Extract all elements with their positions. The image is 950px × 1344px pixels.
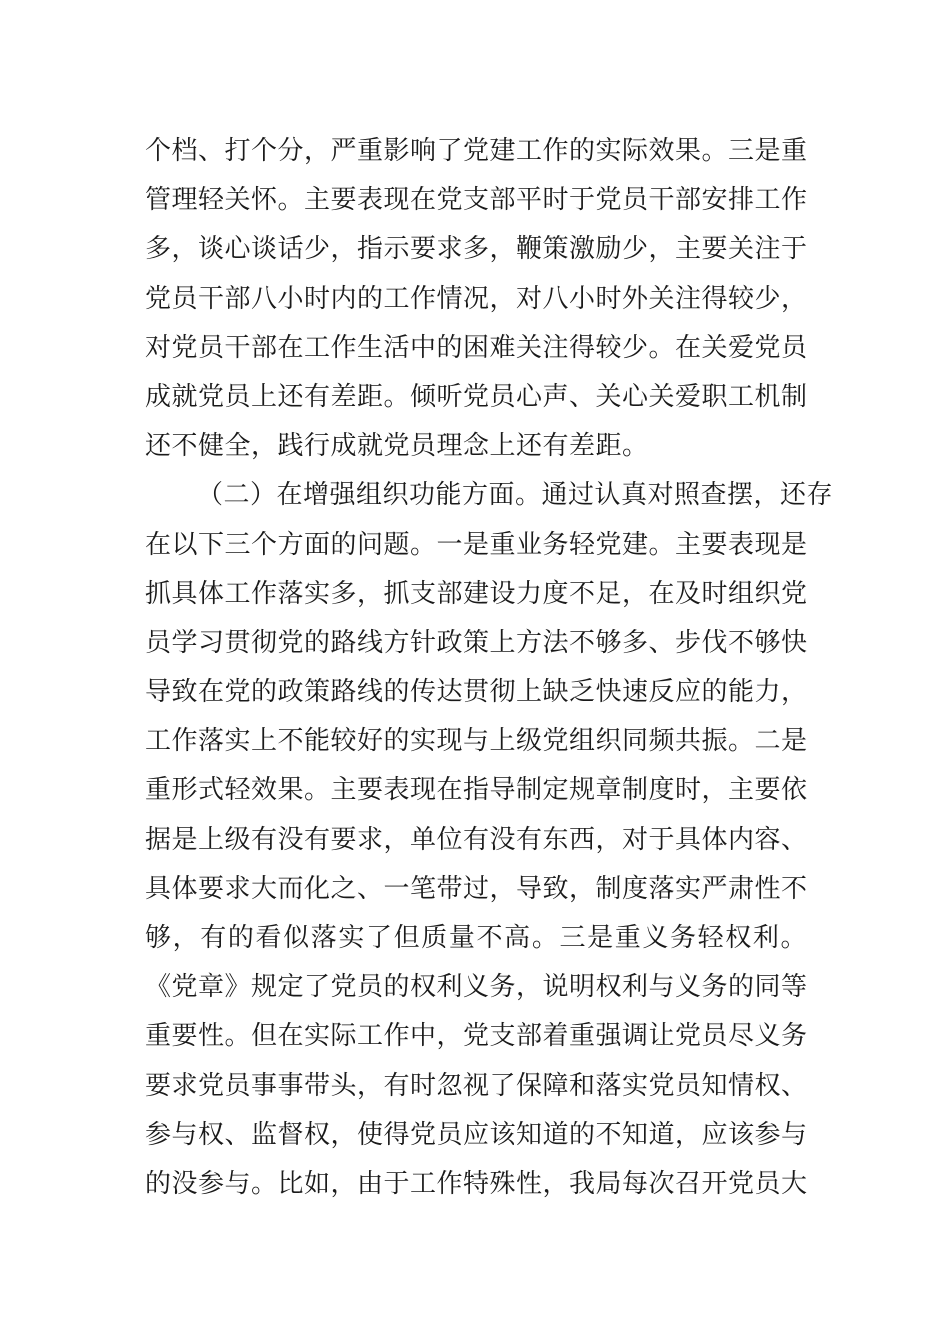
text-line: 在以下三个方面的问题。一是重业务轻党建。主要表现是 <box>145 529 808 560</box>
text-line: 据是上级有没有要求，单位有没有东西，对于具体内容、 <box>145 824 808 855</box>
text-line: 够，有的看似落实了但质量不高。三是重义务轻权利。 <box>145 923 807 953</box>
section-heading-line: （二）在增强组织功能方面。通过认真对照查摆，还存 <box>197 480 834 511</box>
text-line: 要求党员事事带头，有时忽视了保障和落实党员知情权、 <box>145 1070 808 1101</box>
text-line: 抓具体工作落实多，抓支部建设力度不足，在及时组织党 <box>145 578 808 609</box>
text-line: 的没参与。比如，由于工作特殊性，我局每次召开党员大 <box>145 1168 808 1199</box>
text-line: 工作落实上不能较好的实现与上级党组织同频共振。二是 <box>145 726 808 757</box>
text-line: 多，谈心谈话少，指示要求多，鞭策激励少，主要关注于 <box>145 234 808 265</box>
text-line: 参与权、监督权，使得党员应该知道的不知道，应该参与 <box>145 1119 808 1150</box>
text-line: 重要性。但在实际工作中，党支部着重强调让党员尽义务 <box>145 1021 808 1052</box>
text-line: 成就党员上还有差距。倾听党员心声、关心关爱职工机制 <box>145 381 808 412</box>
text-line: 员学习贯彻党的路线方针政策上方法不够多、步伐不够快 <box>145 627 808 658</box>
text-line: 党员干部八小时内的工作情况，对八小时外关注得较少， <box>145 283 808 314</box>
text-line: 《党章》规定了党员的权利义务，说明权利与义务的同等 <box>145 972 808 1003</box>
body-text <box>145 127 834 1209</box>
text-line: 管理轻关怀。主要表现在党支部平时于党员干部安排工作 <box>145 185 808 216</box>
text-line: 还不健全，践行成就党员理念上还有差距。 <box>145 431 649 462</box>
text-line: 重形式轻效果。主要表现在指导制定规章制度时，主要依 <box>145 775 808 806</box>
text-line: 导致在党的政策路线的传达贯彻上缺乏快速反应的能力， <box>145 677 808 708</box>
text-line: 个档、打个分，严重影响了党建工作的实际效果。三是重 <box>145 136 808 166</box>
text-line: 具体要求大而化之、一笔带过，导致，制度落实严肃性不 <box>145 873 808 904</box>
text-line: 对党员干部在工作生活中的困难关注得较少。在关爱党员 <box>145 332 808 363</box>
